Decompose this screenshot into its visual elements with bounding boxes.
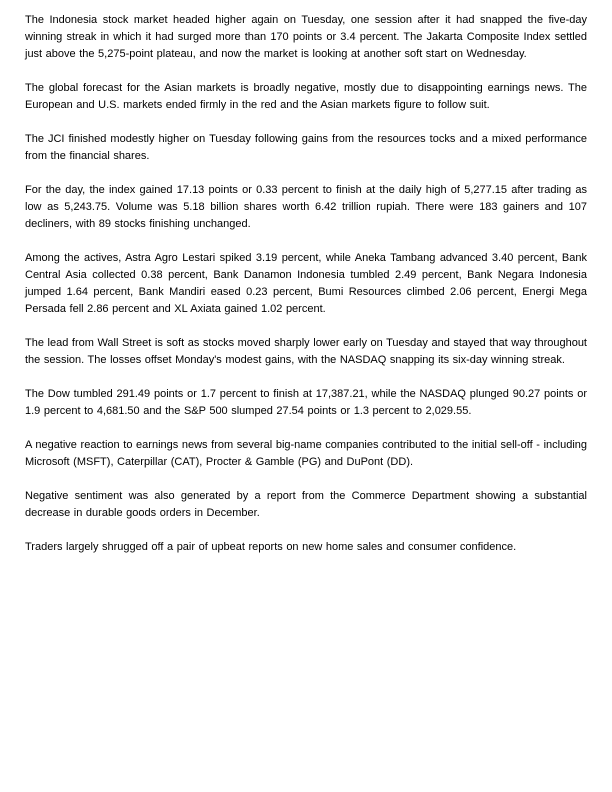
paragraph-market-summary: The Indonesia stock market headed higher again on Tuesday, one session after it had snapped the five-day winning streak in which it had surged more than 170 points or 3.4 percent. The Jakarta Composite Index settled just above the 5,275-point plateau, and now the market is looking at another soft start on Wednesday.	[25, 14, 587, 60]
paragraph-commerce-report: Negative sentiment was also generated by a report from the Commerce Department showing a substantial decrease in durable goods orders in December.	[25, 490, 587, 519]
paragraph-earnings-reaction: A negative reaction to earnings news from several big-name companies contributed to the initial sell-off - including Microsoft (MSFT), Caterpillar (CAT), Procter & Gamble (PG) and DuPont (DD).	[25, 439, 587, 468]
paragraph-active-stocks: Among the actives, Astra Agro Lestari spiked 3.19 percent, while Aneka Tambang advanced 3.40 percent, Bank Central Asia collected 0.38 percent, Bank Danamon Indonesia tumbled 2.49 percent, Bank Negara Indonesia jumped 1.64 percent, Bank Mandiri eased 0.23 percent, Bumi Resources climbed 2.06 percent, Energi Mega Persada fell 2.86 percent and XL Axiata gained 1.02 percent.	[25, 252, 587, 315]
paragraph-day-statistics: For the day, the index gained 17.13 points or 0.33 percent to finish at the daily high of 5,277.15 after trading as low as 5,243.75. Volume was 5.18 billion shares worth 6.42 trillion rupiah. There were 183 gainers and 107 decliners, with 89 stocks finishing unchanged.	[25, 184, 587, 230]
paragraph-global-forecast: The global forecast for the Asian markets is broadly negative, mostly due to disappointing earnings news. The European and U.S. markets ended firmly in the red and the Asian markets figure to follow suit.	[25, 82, 587, 111]
paragraph-wall-street-lead: The lead from Wall Street is soft as stocks moved sharply lower early on Tuesday and stayed that way throughout the session. The losses offset Monday's modest gains, with the NASDAQ snapping its six-day winning streak.	[25, 337, 587, 366]
paragraph-jci-finish: The JCI finished modestly higher on Tuesday following gains from the resources tocks and a mixed performance from the financial shares.	[25, 133, 587, 162]
paragraph-traders-reports: Traders largely shrugged off a pair of upbeat reports on new home sales and consumer confidence.	[25, 541, 517, 553]
paragraph-us-indexes: The Dow tumbled 291.49 points or 1.7 percent to finish at 17,387.21, while the NASDAQ plunged 90.27 points or 1.9 percent to 4,681.50 and the S&P 500 slumped 27.54 points or 1.3 percent to 2,029.55.	[25, 388, 587, 417]
